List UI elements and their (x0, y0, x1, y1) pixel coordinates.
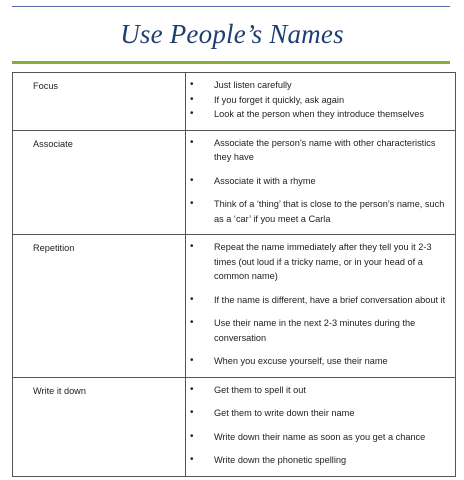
tip-item: • Repeat the name immediately after they tell you it 2-3 times (out loud if a tricky name, or in your head of a common name) (186, 240, 447, 284)
tips-cell (186, 377, 456, 476)
tips-table (12, 72, 456, 477)
category-cell: Focus (13, 73, 186, 131)
table-row-repetition (13, 235, 456, 378)
tip-item: • Use their name in the next 2-3 minutes during the conversation (186, 316, 447, 345)
tips-cell (186, 235, 456, 378)
tip-list (186, 383, 447, 468)
tip-list (186, 136, 447, 227)
tip-item: • If the name is different, have a brief conversation about it (186, 293, 447, 308)
document-title: Use People’s Names (120, 19, 344, 49)
tip-list (186, 240, 447, 369)
tip-list (186, 78, 447, 122)
tip-item: • When you excuse yourself, use their name (186, 354, 447, 369)
category-cell: Associate (13, 130, 186, 235)
category-cell: Write it down (13, 377, 186, 476)
tips-cell (186, 73, 456, 131)
top-border-rule (12, 6, 450, 7)
tip-item: • Think of a ‘thing’ that is close to the person’s name, such as a ‘car’ if you meet a Carla (186, 197, 447, 226)
tip-item: • Look at the person when they introduce themselves (186, 107, 447, 122)
tip-item: • Write down their name as soon as you get a chance (186, 430, 447, 445)
tip-item: • Get them to spell it out (186, 383, 447, 398)
table-row-write-it-down (13, 377, 456, 476)
category-cell: Repetition (13, 235, 186, 378)
tip-item: • Just listen carefully (186, 78, 447, 93)
tips-cell (186, 130, 456, 235)
table-row-associate (13, 130, 456, 235)
tip-item: • Associate it with a rhyme (186, 174, 447, 189)
table-row-focus (13, 73, 456, 131)
title-underline-rule (12, 61, 450, 64)
tip-item: • If you forget it quickly, ask again (186, 93, 447, 108)
tip-item: • Associate the person’s name with other characteristics they have (186, 136, 447, 165)
tip-item: • Write down the phonetic spelling (186, 453, 447, 468)
tip-item: • Get them to write down their name (186, 406, 447, 421)
